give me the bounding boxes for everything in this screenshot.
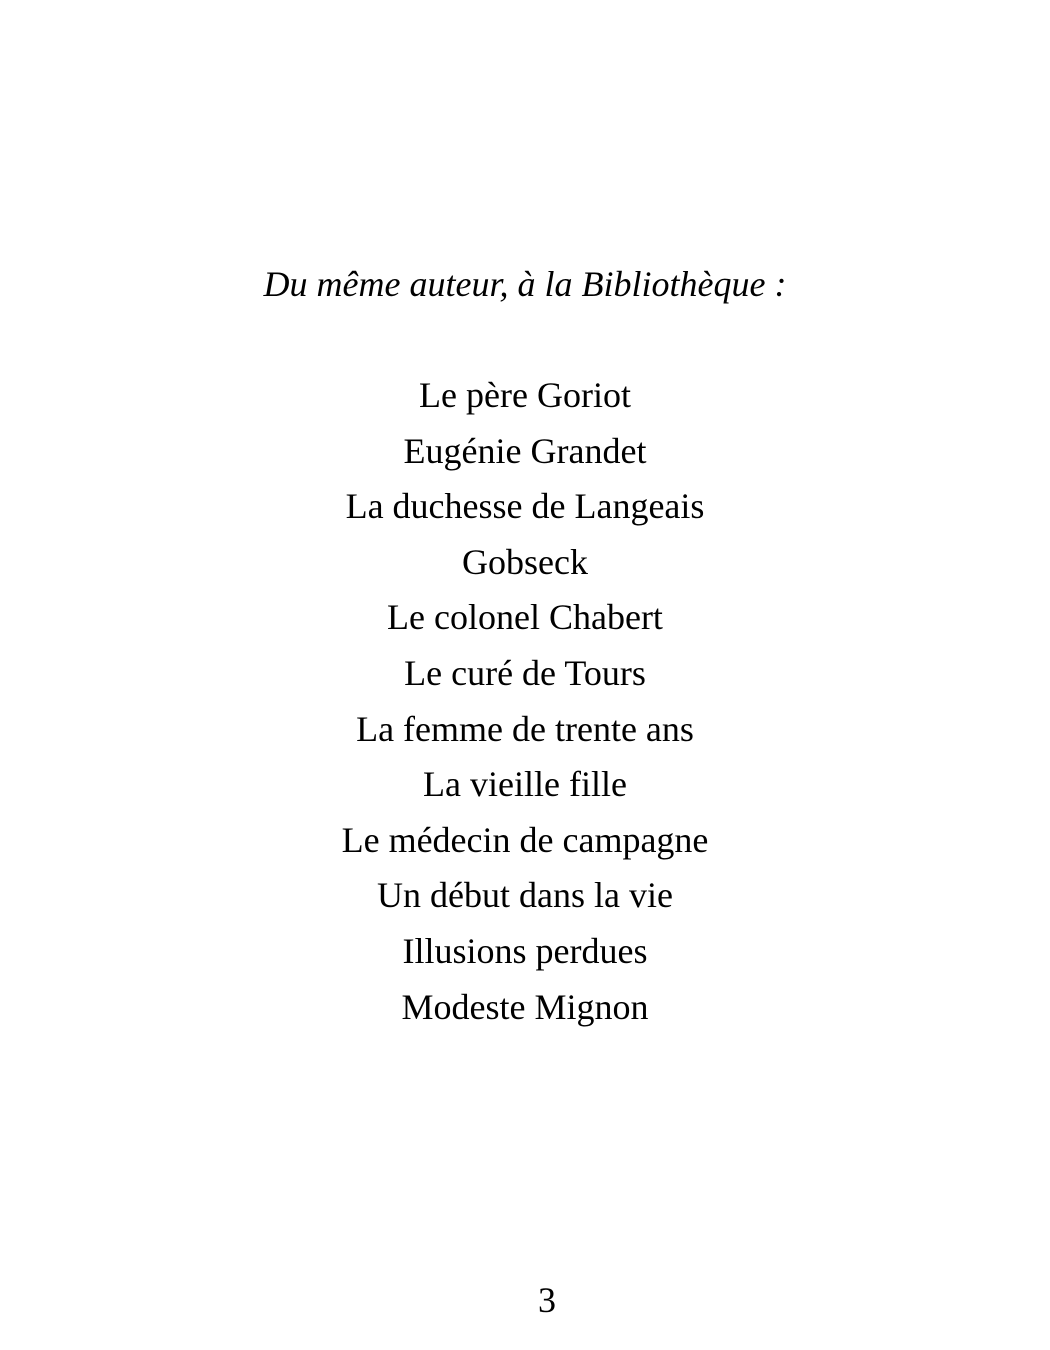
section-heading: Du même auteur, à la Bibliothèque : bbox=[263, 264, 787, 304]
book-title: Eugénie Grandet bbox=[403, 430, 647, 471]
book-title-list bbox=[0, 371, 1050, 1038]
book-title: La femme de trente ans bbox=[356, 708, 694, 749]
book-title: Le père Goriot bbox=[419, 375, 631, 415]
book-title: Illusions perdues bbox=[402, 930, 648, 971]
book-title: Le curé de Tours bbox=[404, 652, 646, 693]
book-title: Le médecin de campagne bbox=[341, 819, 709, 860]
page-number: 3 bbox=[538, 1280, 556, 1320]
book-title: Le colonel Chabert bbox=[387, 597, 663, 638]
book-title: Gobseck bbox=[462, 541, 588, 582]
book-title: Un début dans la vie bbox=[377, 875, 673, 916]
book-title: La vieille fille bbox=[423, 764, 627, 805]
book-title: Modeste Mignon bbox=[401, 986, 649, 1027]
book-title: La duchesse de Langeais bbox=[345, 486, 705, 527]
